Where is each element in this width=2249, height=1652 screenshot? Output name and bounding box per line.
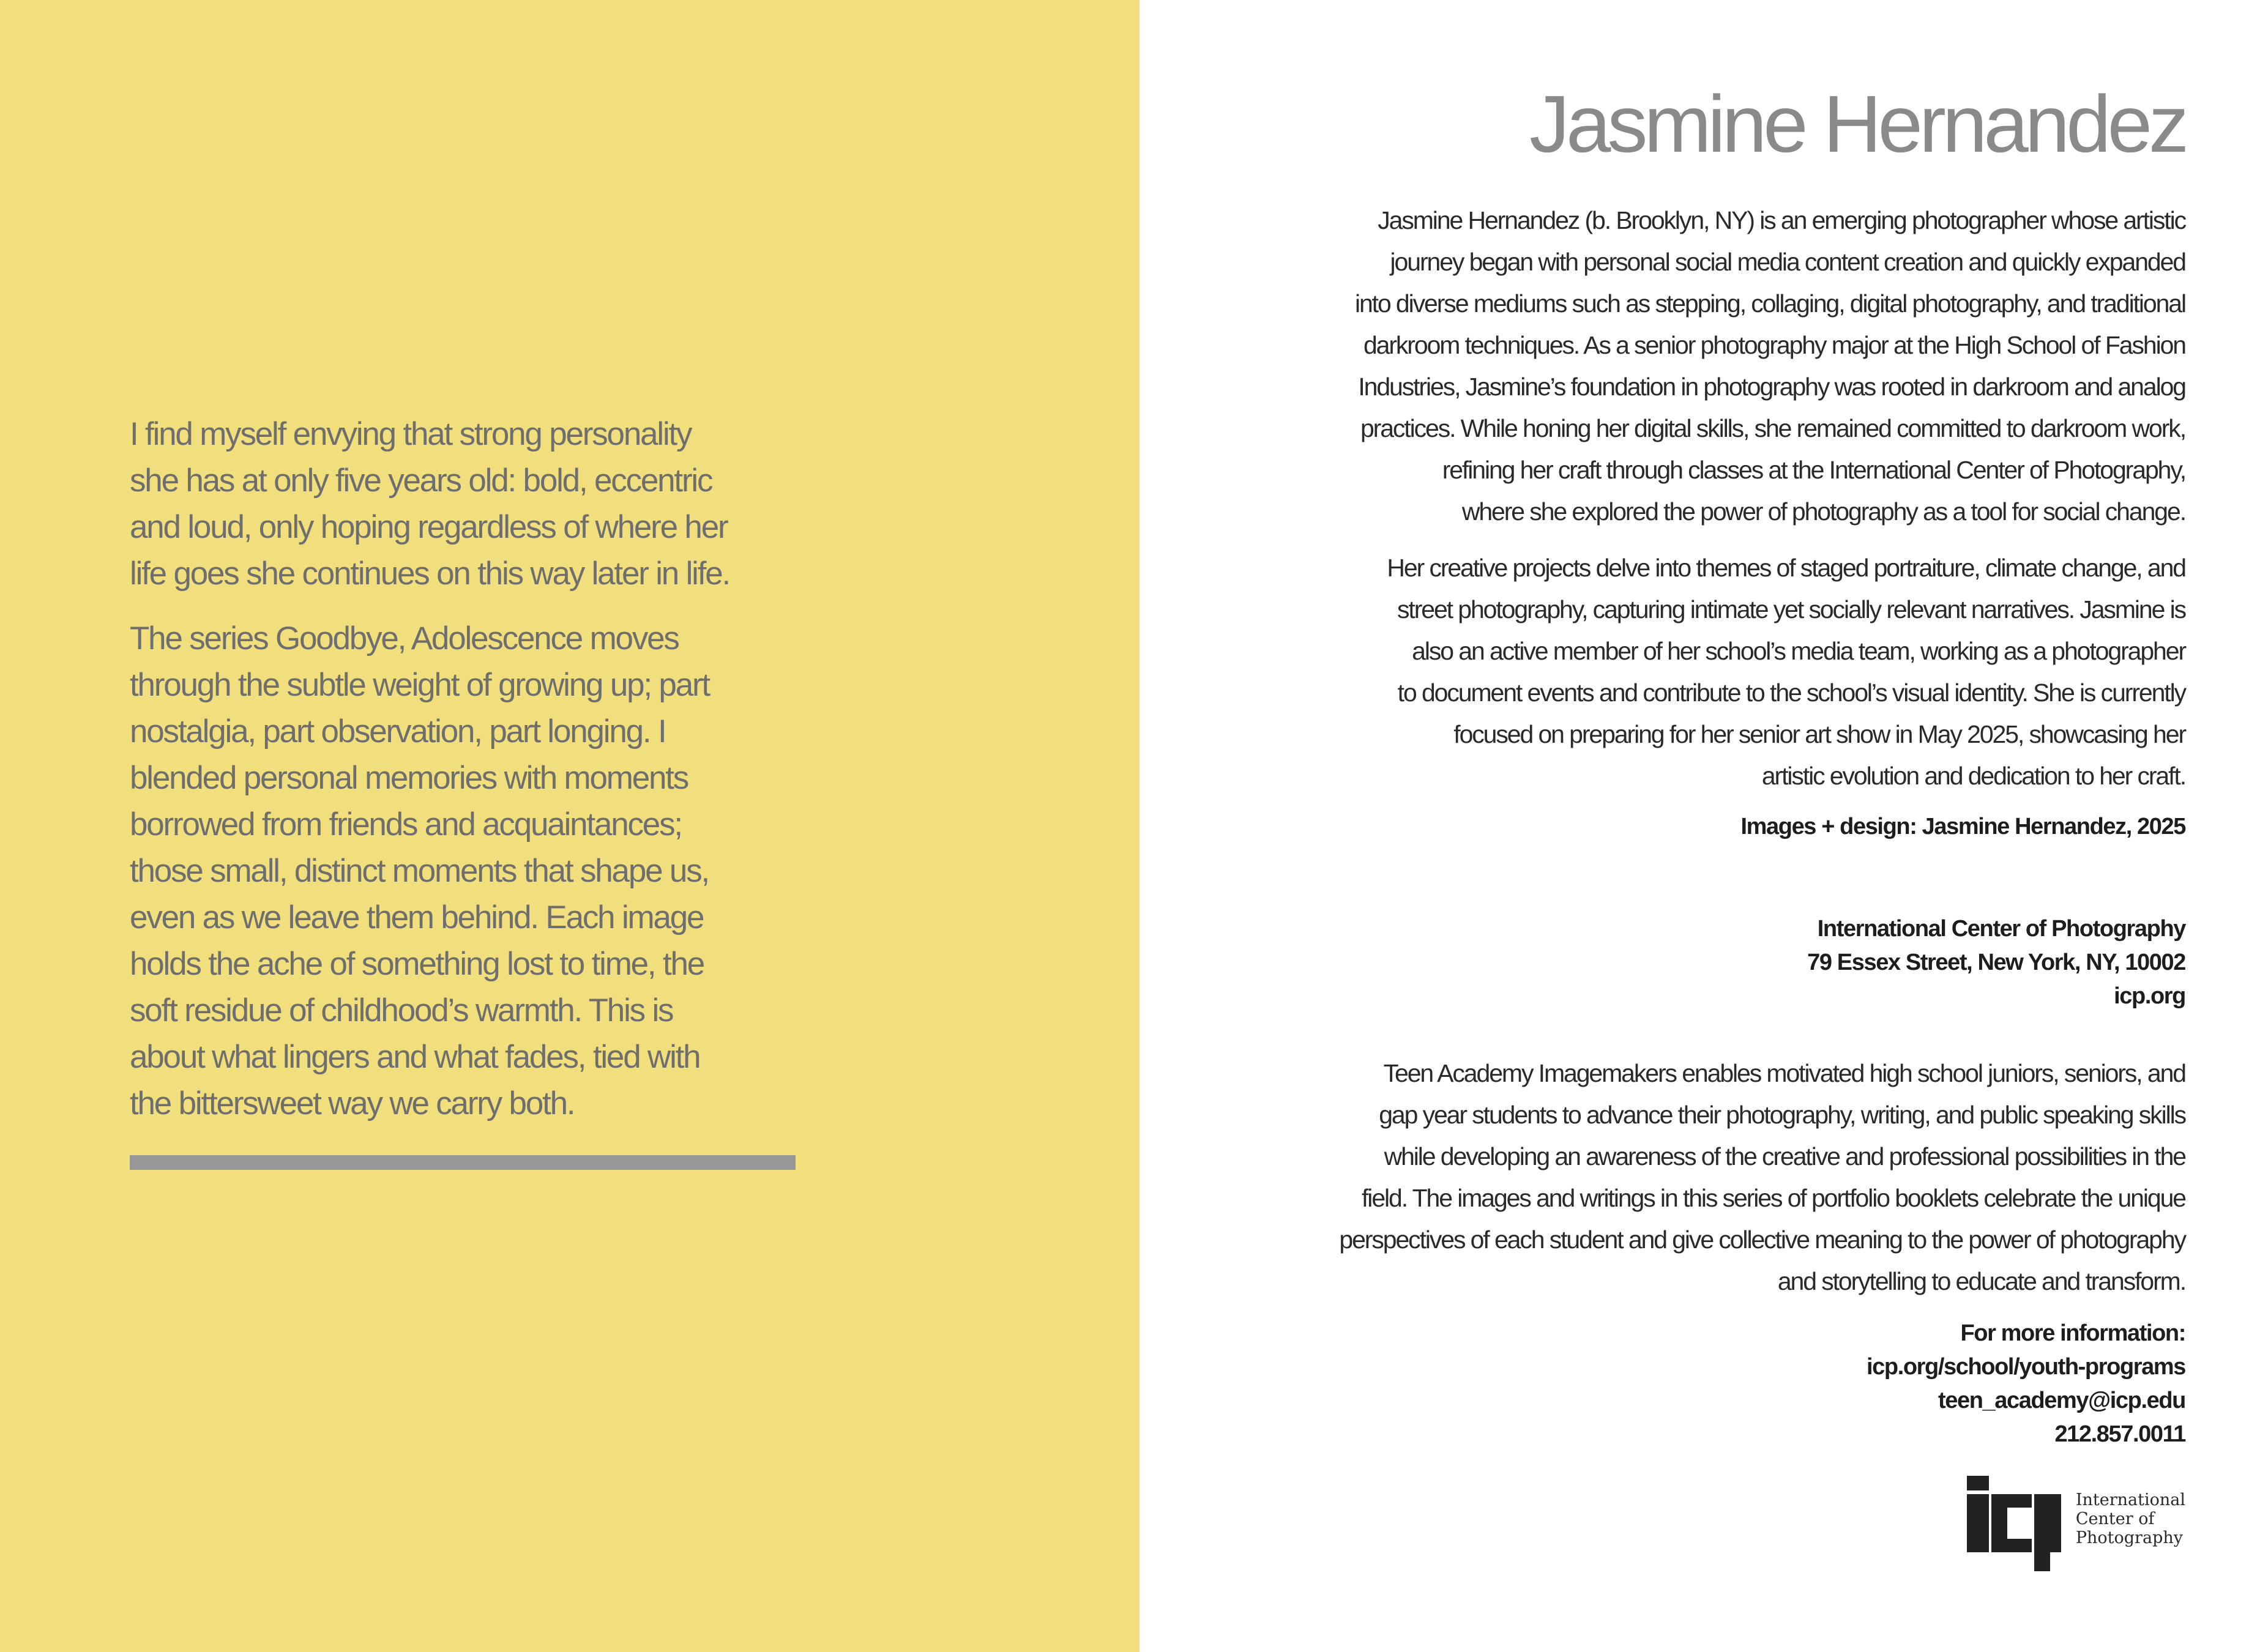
info-column bbox=[1231, 199, 2185, 1451]
bio-paragraph-1: Jasmine Hernandez (b. Brooklyn, NY) is an emerging photographer whose artistic journey began with personal social media content creation and quickly expanded into diverse mediums such as stepping, collaging, digital photography, and traditional darkroom techniques. As a senior photography major at the High School of Fashion Industries, Jasmine’s foundation in photography was rooted in darkroom and analog practices. While honing her digital skills, she remained committed to darkroom work, refining her craft through classes at the International Center of Photography, where she explored the power of photography as a tool for social change. bbox=[1354, 206, 2185, 526]
logo-wordmark bbox=[2076, 1490, 2185, 1547]
right-panel bbox=[1139, 0, 2249, 1652]
institution-address: 79 Essex Street, New York, NY, 10002 bbox=[1807, 950, 2185, 975]
logo-line-1: International bbox=[2075, 1490, 2185, 1509]
icp-logo bbox=[1964, 1476, 2185, 1571]
icp-logo-icon bbox=[1964, 1476, 2062, 1571]
logo-line-3: Photography bbox=[2075, 1528, 2183, 1547]
contact-phone: 212.857.0011 bbox=[2054, 1421, 2185, 1447]
program-description: Teen Academy Imagemakers enables motivated high school juniors, seniors, and gap year students to advance their photography, writing, and public speaking skills while developing an awareness of the creative and professional possibilities in the field. The images and writings in this series of portfolio booklets celebrate the unique perspectives of each student and give collective meaning to the power of photography and storytelling to educate and transform. bbox=[1339, 1059, 2185, 1295]
divider-bar bbox=[130, 1155, 796, 1170]
institution-address-block bbox=[1231, 912, 2185, 1013]
artist-name: Jasmine Hernandez bbox=[1529, 79, 2185, 169]
logo-line-2: Center of bbox=[2075, 1509, 2155, 1528]
contact-heading: For more information: bbox=[1960, 1320, 2185, 1346]
statement-paragraph-1: I find myself envying that strong personality she has at only five years old: bold, eccentric and loud, only hoping regardless of where her life goes she continues on this way later in life. bbox=[130, 416, 730, 592]
contact-url: icp.org/school/youth-programs bbox=[1867, 1354, 2185, 1380]
institution-name: International Center of Photography bbox=[1817, 916, 2185, 942]
image-credit: Images + design: Jasmine Hernandez, 2025 bbox=[1740, 814, 2185, 839]
institution-website: icp.org bbox=[2114, 983, 2185, 1009]
artist-statement bbox=[130, 411, 815, 1127]
bio-paragraph-2: Her creative projects delve into themes of staged portraiture, climate change, and street photography, capturing intimate yet socially relevant narratives. Jasmine is also an active member of her school’s media team, working as a photographer to document events and contribute to the school’s visual identity. She is currently focused on preparing for her senior art show in May 2025, showcasing her artistic evolution and dedication to her craft. bbox=[1387, 554, 2185, 790]
statement-paragraph-2: The series Goodbye, Adolescence moves through the subtle weight of growing up; part nostalgia, part observation, part longing. I blended personal memories with moments borrowed from friends and acquaintances; those small, distinct moments that shape us, even as we leave them behind. Each image holds the ache of something lost to time, the soft residue of childhood’s warmth. This is about what lingers and what fades, tied with the bittersweet way we carry both. bbox=[130, 620, 709, 1122]
contact-email: teen_academy@icp.edu bbox=[1938, 1388, 2185, 1413]
contact-block bbox=[1231, 1317, 2185, 1451]
